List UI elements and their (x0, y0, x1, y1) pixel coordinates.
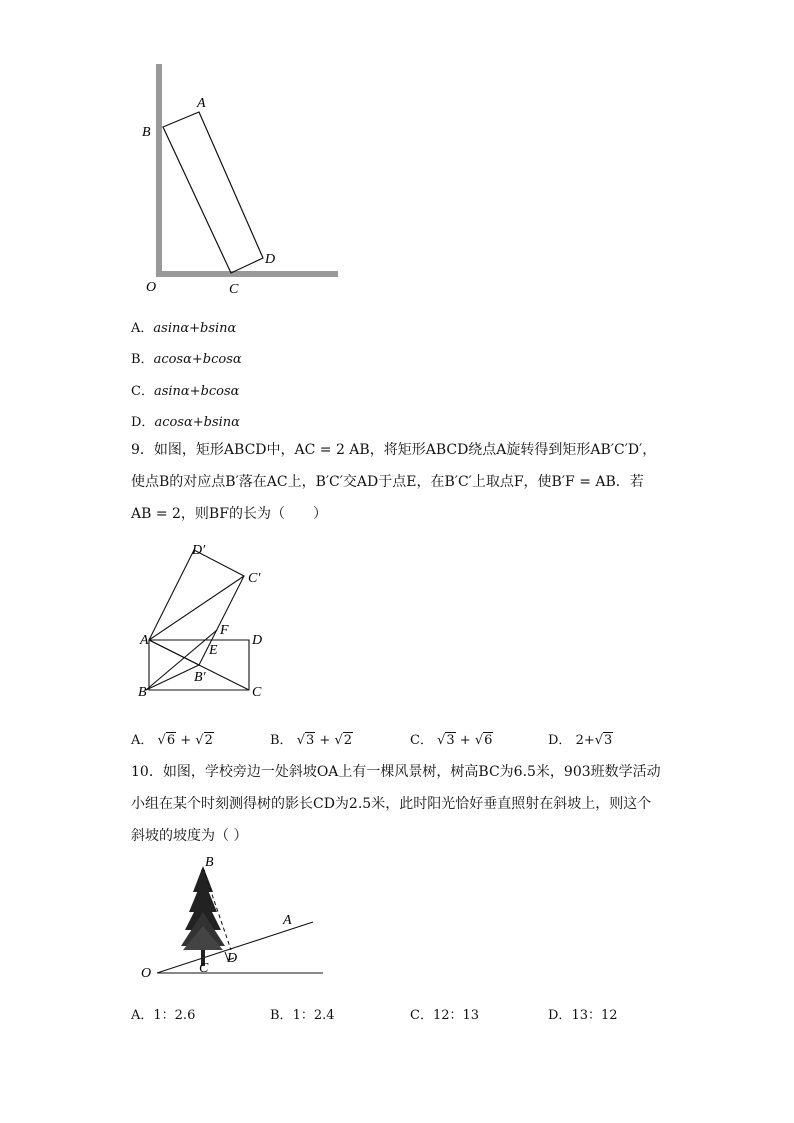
q8-option-b: B．acosα+bcosα (131, 352, 242, 367)
label-b: B (138, 685, 147, 700)
q10-option-c: C．12：13 (410, 1008, 480, 1023)
q10-option-b: B．1：2.4 (270, 1008, 335, 1023)
q10-line-2: 小组在某个时刻测得树的影长CD为2.5米，此时阳光恰好垂直照射在斜坡上，则这个 (131, 796, 652, 812)
label-o: O (146, 280, 157, 295)
rectangle-abcd (163, 112, 263, 273)
q9-option-b: B． √3 + √2 (270, 733, 353, 748)
q10-figure (135, 852, 335, 982)
q8-figure (130, 60, 360, 300)
label-c: C (252, 685, 262, 700)
label-a: A (197, 96, 206, 111)
label-d: D (227, 951, 238, 966)
label-e: E (209, 643, 218, 658)
q9-figure (130, 538, 290, 708)
label-a: A (283, 913, 292, 928)
q9-line-2: 使点B的对应点B′落在AC上，B′C′交AD于点E，在B′C′上取点F，使B′F = AB．若 (131, 474, 644, 490)
q10-line-3: 斜坡的坡度为（ ） (131, 828, 248, 844)
wall (156, 64, 162, 276)
label-d: D (265, 252, 276, 267)
label-b: B (205, 855, 214, 870)
label-c: C (199, 961, 209, 976)
q10-line-1: 10．如图，学校旁边一处斜坡OA上有一棵风景树，树高BC为6.5米，903班数学活动 (131, 764, 661, 780)
q9-line-3: AB = 2，则BF的长为（ ） (131, 506, 327, 522)
label-a: A (140, 633, 149, 648)
label-f: F (220, 623, 229, 638)
label-c: C (229, 282, 239, 297)
label-b-prime: B′ (194, 670, 206, 685)
label-d-prime: D′ (192, 543, 206, 558)
q8-option-d: D．acosα+bsinα (131, 415, 240, 430)
q8-option-c: C．asinα+bcosα (131, 384, 240, 399)
q10-option-a: A．1：2.6 (131, 1008, 196, 1023)
q9-option-a: A． √6 + √2 (131, 733, 213, 748)
q9-option-d: D． 2+√3 (548, 733, 613, 748)
label-b: B (142, 125, 151, 140)
label-o: O (141, 966, 152, 981)
label-d: D (252, 633, 263, 648)
q10-option-d: D．13：12 (548, 1008, 618, 1023)
label-c-prime: C′ (248, 571, 261, 586)
floor (156, 271, 338, 277)
q8-option-a: A．asinα+bsinα (131, 321, 237, 336)
q9-option-c: C． √3 + √6 (410, 733, 493, 748)
q9-line-1: 9．如图，矩形ABCD中，AC = 2 AB，将矩形ABCD绕点A旋转得到矩形AB′C′D′， (131, 442, 657, 458)
tree-icon (181, 866, 225, 966)
